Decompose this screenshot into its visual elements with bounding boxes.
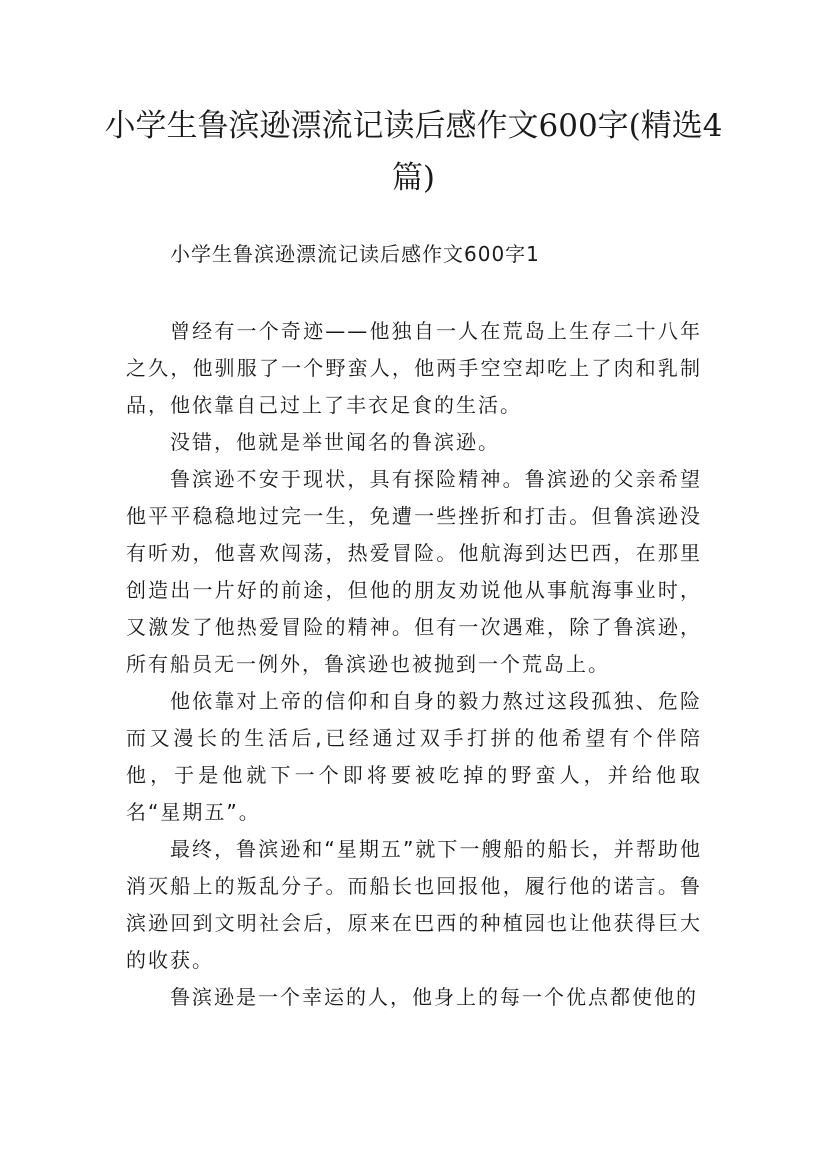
paragraph: 他依靠对上帝的信仰和自身的毅力熬过这段孤独、危险而又漫长的生活后,已经通过双手打拼的他希望有个伴陪他，于是他就下一个即将要被吃掉的野蛮人，并给他取名“星期五”。 [126,689,702,824]
section-heading: 小学生鲁滨逊漂流记读后感作文600字1 [170,242,540,266]
paragraph: 鲁滨逊不安于现状，具有探险精神。鲁滨逊的父亲希望他平平稳稳地过完一生，免遭一些挫折和打击。但鲁滨逊没有听劝，他喜欢闯荡，热爱冒险。他航海到达巴西，在那里创造出一片好的前途，但他的朋友劝说他从事航海事业时，又激发了他热爱冒险的精神。但有一次遇难，除了鲁滨逊，所有船员无一例外，鲁滨逊也被抛到一个荒岛上。 [126,467,702,676]
document-title: 小学生鲁滨逊漂流记读后感作文600字(精选4篇) [104,108,723,196]
paragraph: 最终，鲁滨逊和“星期五”就下一艘船的船长，并帮助他消灭船上的叛乱分子。而船长也回报他，履行他的诺言。鲁滨逊回到文明社会后，原来在巴西的种植园也让他获得巨大的收获。 [126,837,702,972]
paragraph: 曾经有一个奇迹——他独自一人在荒岛上生存二十八年之久，他驯服了一个野蛮人，他两手空空却吃上了肉和乳制品，他依靠自己过上了丰衣足食的生活。 [126,319,702,417]
paragraph: 没错，他就是举世闻名的鲁滨逊。 [170,430,500,454]
paragraph: 鲁滨逊是一个幸运的人，他身上的每一个优点都使他的 [170,985,698,1009]
article-body [126,313,702,1016]
